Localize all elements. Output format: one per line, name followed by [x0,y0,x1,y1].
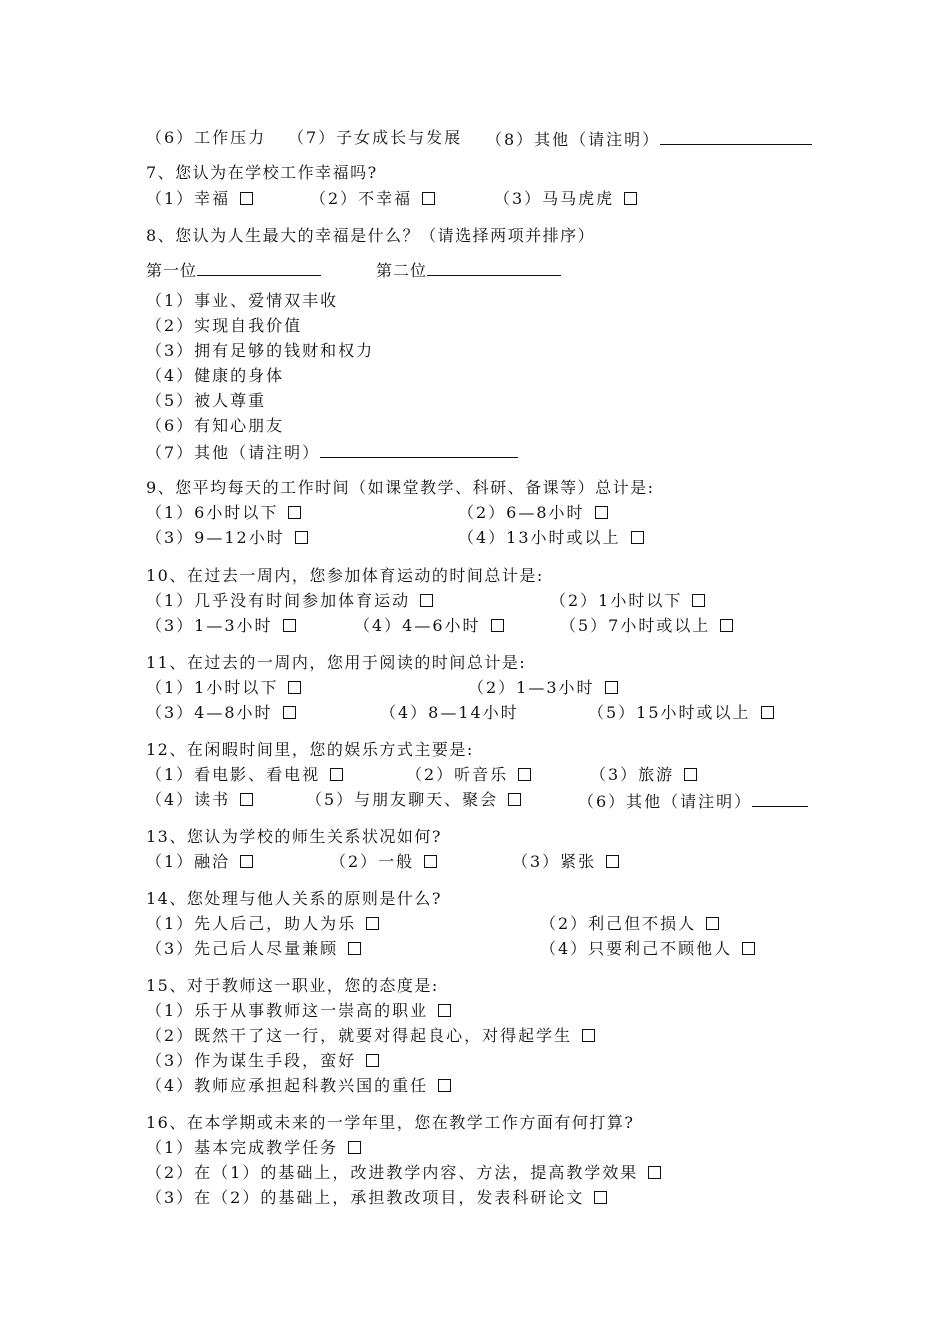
checkbox-icon[interactable] [720,619,733,632]
checkbox-icon[interactable] [684,768,697,781]
checkbox-icon[interactable] [366,1054,379,1067]
checkbox-icon[interactable] [582,1029,595,1042]
checkbox-icon[interactable] [438,1004,451,1017]
checkbox-icon[interactable] [631,531,644,544]
q13-title: 13、您认为学校的师生关系状况如何? [146,827,442,846]
q13-option-1[interactable] [146,852,253,872]
q7-option-3[interactable] [494,189,637,209]
q12-option-5[interactable] [306,790,521,810]
q12-option-6-label: （6）其他（请注明） [578,792,753,811]
checkbox-icon[interactable] [420,594,433,607]
q11-option-3-label: （3）4—8小时 [146,703,273,722]
q6-option-7-label: （7）子女成长与发展 [288,128,463,147]
checkbox-icon[interactable] [283,706,296,719]
checkbox-icon[interactable] [283,619,296,632]
q8-option-2: （2）实现自我价值 [146,316,303,335]
q10-title: 10、在过去一周内，您参加体育运动的时间总计是: [146,566,544,585]
q8-rank-second-label: 第二位 [376,261,428,280]
q16-title: 16、在本学期或未来的一学年里，您在教学工作方面有何打算? [146,1113,635,1132]
q16-option-1-label: （1）基本完成教学任务 [146,1138,339,1157]
q10-option-4[interactable] [354,616,504,636]
q16-option-2-label: （2）在（1）的基础上，改进教学内容、方法，提高教学效果 [146,1163,639,1182]
q6-option-6[interactable] [146,128,266,148]
q16-option-3-label: （3）在（2）的基础上，承担教改项目，发表科研论文 [146,1188,585,1207]
checkbox-icon[interactable] [348,942,361,955]
q7-option-2[interactable] [310,189,435,209]
q8-second-blank[interactable] [427,259,561,276]
q10-option-2-label: （2）1小时以下 [550,591,683,610]
q8-title: 8、您认为人生最大的幸福是什么？（请选择两项并排序） [146,226,596,245]
q15-title: 15、对于教师这一职业，您的态度是: [146,976,439,995]
q12-option-6[interactable] [578,790,808,812]
checkbox-icon[interactable] [706,917,719,930]
q7-option-1-label: （1）幸福 [146,189,231,208]
q14-option-4[interactable] [540,939,755,959]
checkbox-icon[interactable] [288,506,301,519]
checkbox-icon[interactable] [348,1141,361,1154]
q6-option-8[interactable] [486,128,812,150]
checkbox-icon[interactable] [491,619,504,632]
q8-option-7[interactable] [146,441,518,463]
q16-option-3[interactable] [146,1188,607,1208]
q15-option-2-label: （2）既然干了这一行，就要对得起良心，对得起学生 [146,1026,573,1045]
q12-option-2[interactable] [406,765,531,785]
q15-option-3-label: （3）作为谋生手段，蛮好 [146,1051,357,1070]
q12-option-3-label: （3）旅游 [590,765,675,784]
q14-option-3-label: （3）先己后人尽量兼顾 [146,939,339,958]
q8-option-7-label: （7）其他（请注明） [146,443,321,462]
q14-title: 14、您处理与他人关系的原则是什么? [146,889,442,908]
q6-option-8-label: （8）其他（请注明） [486,130,661,149]
q11-option-3[interactable] [146,703,296,723]
q8-option-4: （4）健康的身体 [146,366,285,385]
q8-option-6: （6）有知心朋友 [146,416,285,435]
q10-option-5[interactable] [560,616,733,636]
checkbox-icon[interactable] [595,506,608,519]
checkbox-icon[interactable] [424,855,437,868]
q14-option-1-label: （1）先人后己，助人为乐 [146,914,357,933]
q13-option-2[interactable] [330,852,437,872]
checkbox-icon[interactable] [518,768,531,781]
q10-option-2[interactable] [550,591,705,611]
q12-option-3[interactable] [590,765,697,785]
q10-option-5-label: （5）7小时或以上 [560,616,711,635]
checkbox-icon[interactable] [648,1166,661,1179]
q12-option-1[interactable] [146,765,343,785]
checkbox-icon[interactable] [605,681,618,694]
q7-option-3-label: （3）马马虎虎 [494,189,615,208]
q10-option-1[interactable] [146,591,433,611]
checkbox-icon[interactable] [240,793,253,806]
checkbox-icon[interactable] [422,192,435,205]
q15-option-2[interactable] [146,1026,595,1046]
checkbox-icon[interactable] [508,793,521,806]
checkbox-icon[interactable] [295,531,308,544]
q9-option-4-label: （4）13小时或以上 [458,528,621,547]
q8-rank-first[interactable] [146,259,321,281]
q15-option-1-label: （1）乐于从事教师这一崇高的职业 [146,1001,429,1020]
q9-option-3[interactable] [146,528,308,548]
q14-option-3[interactable] [146,939,361,959]
q14-option-4-label: （4）只要利己不顾他人 [540,939,733,958]
checkbox-icon[interactable] [366,917,379,930]
q8-other-blank[interactable] [320,441,518,458]
q11-option-5-label: （5）15小时或以上 [588,703,751,722]
checkbox-icon[interactable] [742,942,755,955]
q10-option-3-label: （3）1—3小时 [146,616,273,635]
q9-option-2-label: （2）6—8小时 [458,503,585,522]
q8-first-blank[interactable] [197,259,321,276]
checkbox-icon[interactable] [594,1191,607,1204]
q12-option-2-label: （2）听音乐 [406,765,509,784]
q8-rank-second[interactable] [376,259,561,281]
q11-option-1-label: （1）1小时以下 [146,678,279,697]
q9-option-4[interactable] [458,528,644,548]
checkbox-icon[interactable] [624,192,637,205]
q10-option-1-label: （1）几乎没有时间参加体育运动 [146,591,411,610]
q9-option-3-label: （3）9—12小时 [146,528,285,547]
q8-option-5: （5）被人尊重 [146,391,267,410]
q6-option-6-label: （6）工作压力 [146,128,267,147]
q10-option-4-label: （4）4—6小时 [354,616,481,635]
q13-option-2-label: （2）一般 [330,852,415,871]
q12-other-blank[interactable] [752,790,808,807]
q10-option-3[interactable] [146,616,296,636]
q7-title: 7、您认为在学校工作幸福吗? [146,163,378,182]
q11-option-4-label: （4）8—14小时 [380,703,519,722]
q16-option-2[interactable] [146,1163,661,1183]
q11-option-2-label: （2）1—3小时 [468,678,595,697]
q15-option-4[interactable] [146,1076,451,1096]
q9-option-1-label: （1）6小时以下 [146,503,279,522]
q6-other-blank[interactable] [660,128,812,145]
q16-option-1[interactable] [146,1138,361,1158]
q11-option-5[interactable] [588,703,774,723]
checkbox-icon[interactable] [438,1079,451,1092]
q9-title: 9、您平均每天的工作时间（如课堂教学、科研、备课等）总计是: [146,478,655,497]
q15-option-3[interactable] [146,1051,379,1071]
checkbox-icon[interactable] [240,855,253,868]
q15-option-4-label: （4）教师应承担起科教兴国的重任 [146,1076,429,1095]
checkbox-icon[interactable] [240,192,253,205]
q9-option-2[interactable] [458,503,608,523]
q8-rank-first-label: 第一位 [146,261,198,280]
q12-option-1-label: （1）看电影、看电视 [146,765,321,784]
q13-option-1-label: （1）融洽 [146,852,231,871]
q8-option-3: （3）拥有足够的钱财和权力 [146,341,375,360]
q13-option-3[interactable] [512,852,619,872]
q7-option-2-label: （2）不幸福 [310,189,413,208]
checkbox-icon[interactable] [761,706,774,719]
q9-option-1[interactable] [146,503,301,523]
checkbox-icon[interactable] [692,594,705,607]
q6-option-7[interactable] [288,128,462,148]
q12-title: 12、在闲暇时间里，您的娱乐方式主要是: [146,740,474,759]
q8-option-1: （1）事业、爱情双丰收 [146,291,339,310]
checkbox-icon[interactable] [330,768,343,781]
q14-option-1[interactable] [146,914,379,934]
q12-option-4[interactable] [146,790,253,810]
q11-option-1[interactable] [146,678,301,698]
q11-option-4[interactable] [380,703,519,723]
q15-option-1[interactable] [146,1001,451,1021]
q13-option-3-label: （3）紧张 [512,852,597,871]
q7-option-1[interactable] [146,189,253,209]
checkbox-icon[interactable] [288,681,301,694]
q11-title: 11、在过去的一周内，您用于阅读的时间总计是: [146,653,527,672]
q14-option-2-label: （2）利己但不损人 [540,914,697,933]
checkbox-icon[interactable] [606,855,619,868]
q14-option-2[interactable] [540,914,719,934]
q11-option-2[interactable] [468,678,618,698]
q12-option-5-label: （5）与朋友聊天、聚会 [306,790,499,809]
q12-option-4-label: （4）读书 [146,790,231,809]
